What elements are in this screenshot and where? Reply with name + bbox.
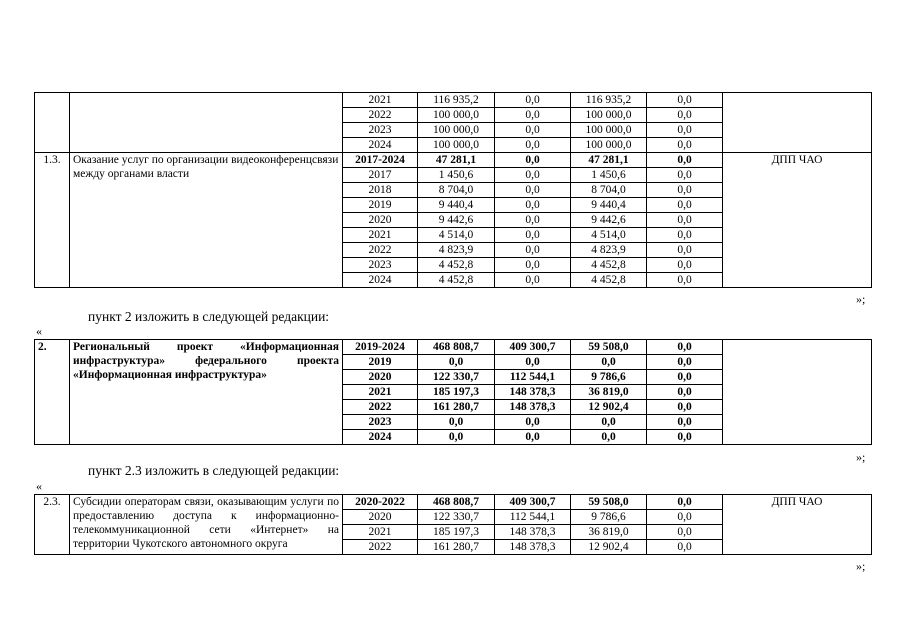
federal-cell: 148 378,3 <box>495 385 571 400</box>
regional-cell: 59 508,0 <box>571 340 647 355</box>
regional-cell: 4 452,8 <box>571 273 647 288</box>
instruction-point-2-3: пункт 2.3 изложить в следующей редакции: <box>88 463 340 478</box>
executor-cell <box>723 340 872 445</box>
regional-cell: 100 000,0 <box>571 123 647 138</box>
federal-cell: 0,0 <box>495 243 571 258</box>
table-regional-project <box>34 339 872 445</box>
regional-cell: 59 508,0 <box>571 495 647 510</box>
federal-cell: 112 544,1 <box>495 370 571 385</box>
table-row <box>35 93 872 108</box>
other-cell: 0,0 <box>647 228 723 243</box>
federal-cell: 148 378,3 <box>495 540 571 555</box>
close-quote-3: »; <box>856 559 866 573</box>
open-quote-3: « <box>36 479 42 493</box>
item-description-cell: Оказание услуг по организации видеоконференцсвязи между органами власти <box>70 153 343 288</box>
federal-cell: 148 378,3 <box>495 400 571 415</box>
open-quote-2: « <box>36 324 42 338</box>
regional-cell: 12 902,4 <box>571 400 647 415</box>
other-cell: 0,0 <box>647 385 723 400</box>
year-cell: 2022 <box>343 108 418 123</box>
federal-cell: 0,0 <box>495 213 571 228</box>
other-cell: 0,0 <box>647 183 723 198</box>
other-cell: 0,0 <box>647 138 723 153</box>
total-cell: 468 808,7 <box>418 340 495 355</box>
regional-cell: 4 452,8 <box>571 258 647 273</box>
federal-cell: 0,0 <box>495 415 571 430</box>
regional-cell: 116 935,2 <box>571 93 647 108</box>
close-quote-2: »; <box>856 450 866 464</box>
total-cell: 0,0 <box>418 415 495 430</box>
total-cell: 185 197,3 <box>418 385 495 400</box>
item-description-cell <box>70 93 343 153</box>
other-cell: 0,0 <box>647 415 723 430</box>
year-cell: 2019 <box>343 198 418 213</box>
year-cell: 2022 <box>343 540 418 555</box>
year-cell: 2024 <box>343 430 418 445</box>
total-cell: 9 442,6 <box>418 213 495 228</box>
total-cell: 8 704,0 <box>418 183 495 198</box>
regional-cell: 0,0 <box>571 430 647 445</box>
year-cell: 2017 <box>343 168 418 183</box>
regional-cell: 9 440,4 <box>571 198 647 213</box>
total-cell: 47 281,1 <box>418 153 495 168</box>
regional-cell: 36 819,0 <box>571 385 647 400</box>
year-cell: 2021 <box>343 228 418 243</box>
federal-cell: 112 544,1 <box>495 510 571 525</box>
other-cell: 0,0 <box>647 108 723 123</box>
total-cell: 9 440,4 <box>418 198 495 213</box>
regional-cell: 9 786,6 <box>571 510 647 525</box>
federal-cell: 409 300,7 <box>495 340 571 355</box>
federal-cell: 0,0 <box>495 168 571 183</box>
other-cell: 0,0 <box>647 355 723 370</box>
year-cell: 2021 <box>343 525 418 540</box>
other-cell: 0,0 <box>647 93 723 108</box>
executor-cell: ДПП ЧАО <box>723 153 872 288</box>
federal-cell: 0,0 <box>495 123 571 138</box>
other-cell: 0,0 <box>647 213 723 228</box>
federal-cell: 0,0 <box>495 258 571 273</box>
year-cell: 2022 <box>343 400 418 415</box>
federal-cell: 0,0 <box>495 138 571 153</box>
regional-cell: 9 786,6 <box>571 370 647 385</box>
other-cell: 0,0 <box>647 198 723 213</box>
federal-cell: 0,0 <box>495 93 571 108</box>
federal-cell: 0,0 <box>495 273 571 288</box>
total-cell: 100 000,0 <box>418 138 495 153</box>
year-cell: 2020 <box>343 510 418 525</box>
regional-cell: 100 000,0 <box>571 108 647 123</box>
other-cell: 0,0 <box>647 273 723 288</box>
total-cell: 4 514,0 <box>418 228 495 243</box>
year-cell: 2020 <box>343 370 418 385</box>
year-cell: 2020-2022 <box>343 495 418 510</box>
total-cell: 4 823,9 <box>418 243 495 258</box>
total-cell: 4 452,8 <box>418 258 495 273</box>
total-cell: 116 935,2 <box>418 93 495 108</box>
other-cell: 0,0 <box>647 370 723 385</box>
item-description-cell: Региональный проект «Информационная инфраструктура» федерального проекта «Информационная инфраструктура» <box>70 340 343 445</box>
other-cell: 0,0 <box>647 525 723 540</box>
year-cell: 2023 <box>343 123 418 138</box>
other-cell: 0,0 <box>647 258 723 273</box>
close-quote-1: »; <box>856 292 866 306</box>
table1-body <box>35 93 872 288</box>
federal-cell: 0,0 <box>495 430 571 445</box>
regional-cell: 12 902,4 <box>571 540 647 555</box>
table2-body <box>35 340 872 445</box>
regional-cell: 36 819,0 <box>571 525 647 540</box>
item-number-cell: 2.3. <box>35 495 70 555</box>
federal-cell: 148 378,3 <box>495 525 571 540</box>
total-cell: 100 000,0 <box>418 108 495 123</box>
table-row <box>35 153 872 168</box>
other-cell: 0,0 <box>647 510 723 525</box>
other-cell: 0,0 <box>647 495 723 510</box>
other-cell: 0,0 <box>647 340 723 355</box>
year-cell: 2024 <box>343 138 418 153</box>
other-cell: 0,0 <box>647 243 723 258</box>
federal-cell: 0,0 <box>495 108 571 123</box>
year-cell: 2022 <box>343 243 418 258</box>
regional-cell: 4 823,9 <box>571 243 647 258</box>
total-cell: 161 280,7 <box>418 540 495 555</box>
regional-cell: 47 281,1 <box>571 153 647 168</box>
total-cell: 0,0 <box>418 355 495 370</box>
other-cell: 0,0 <box>647 400 723 415</box>
federal-cell: 0,0 <box>495 355 571 370</box>
total-cell: 122 330,7 <box>418 370 495 385</box>
item-number-cell: 2. <box>35 340 70 445</box>
item-number-cell <box>35 93 70 153</box>
total-cell: 161 280,7 <box>418 400 495 415</box>
item-number-cell: 1.3. <box>35 153 70 288</box>
federal-cell: 0,0 <box>495 228 571 243</box>
total-cell: 0,0 <box>418 430 495 445</box>
year-cell: 2019-2024 <box>343 340 418 355</box>
other-cell: 0,0 <box>647 540 723 555</box>
regional-cell: 9 442,6 <box>571 213 647 228</box>
other-cell: 0,0 <box>647 153 723 168</box>
regional-cell: 100 000,0 <box>571 138 647 153</box>
table-row <box>35 340 872 355</box>
federal-cell: 409 300,7 <box>495 495 571 510</box>
total-cell: 468 808,7 <box>418 495 495 510</box>
total-cell: 185 197,3 <box>418 525 495 540</box>
table-funding-part1 <box>34 92 872 288</box>
regional-cell: 0,0 <box>571 415 647 430</box>
regional-cell: 1 450,6 <box>571 168 647 183</box>
year-cell: 2021 <box>343 385 418 400</box>
table-subsidies <box>34 494 872 555</box>
regional-cell: 4 514,0 <box>571 228 647 243</box>
federal-cell: 0,0 <box>495 183 571 198</box>
other-cell: 0,0 <box>647 168 723 183</box>
total-cell: 4 452,8 <box>418 273 495 288</box>
executor-cell: ДПП ЧАО <box>723 495 872 555</box>
year-cell: 2024 <box>343 273 418 288</box>
year-cell: 2017-2024 <box>343 153 418 168</box>
year-cell: 2019 <box>343 355 418 370</box>
instruction-point-2: пункт 2 изложить в следующей редакции: <box>88 309 330 324</box>
total-cell: 122 330,7 <box>418 510 495 525</box>
total-cell: 100 000,0 <box>418 123 495 138</box>
year-cell: 2018 <box>343 183 418 198</box>
year-cell: 2023 <box>343 258 418 273</box>
executor-cell <box>723 93 872 153</box>
year-cell: 2021 <box>343 93 418 108</box>
year-cell: 2023 <box>343 415 418 430</box>
total-cell: 1 450,6 <box>418 168 495 183</box>
federal-cell: 0,0 <box>495 198 571 213</box>
table-row <box>35 495 872 510</box>
item-description-cell: Субсидии операторам связи, оказывающим услуги по предоставлению доступа к информационно-телекоммуникационной сети «Интернет» на территории Чукотского автономного округа <box>70 495 343 555</box>
regional-cell: 0,0 <box>571 355 647 370</box>
other-cell: 0,0 <box>647 430 723 445</box>
table3-body <box>35 495 872 555</box>
other-cell: 0,0 <box>647 123 723 138</box>
year-cell: 2020 <box>343 213 418 228</box>
federal-cell: 0,0 <box>495 153 571 168</box>
regional-cell: 8 704,0 <box>571 183 647 198</box>
